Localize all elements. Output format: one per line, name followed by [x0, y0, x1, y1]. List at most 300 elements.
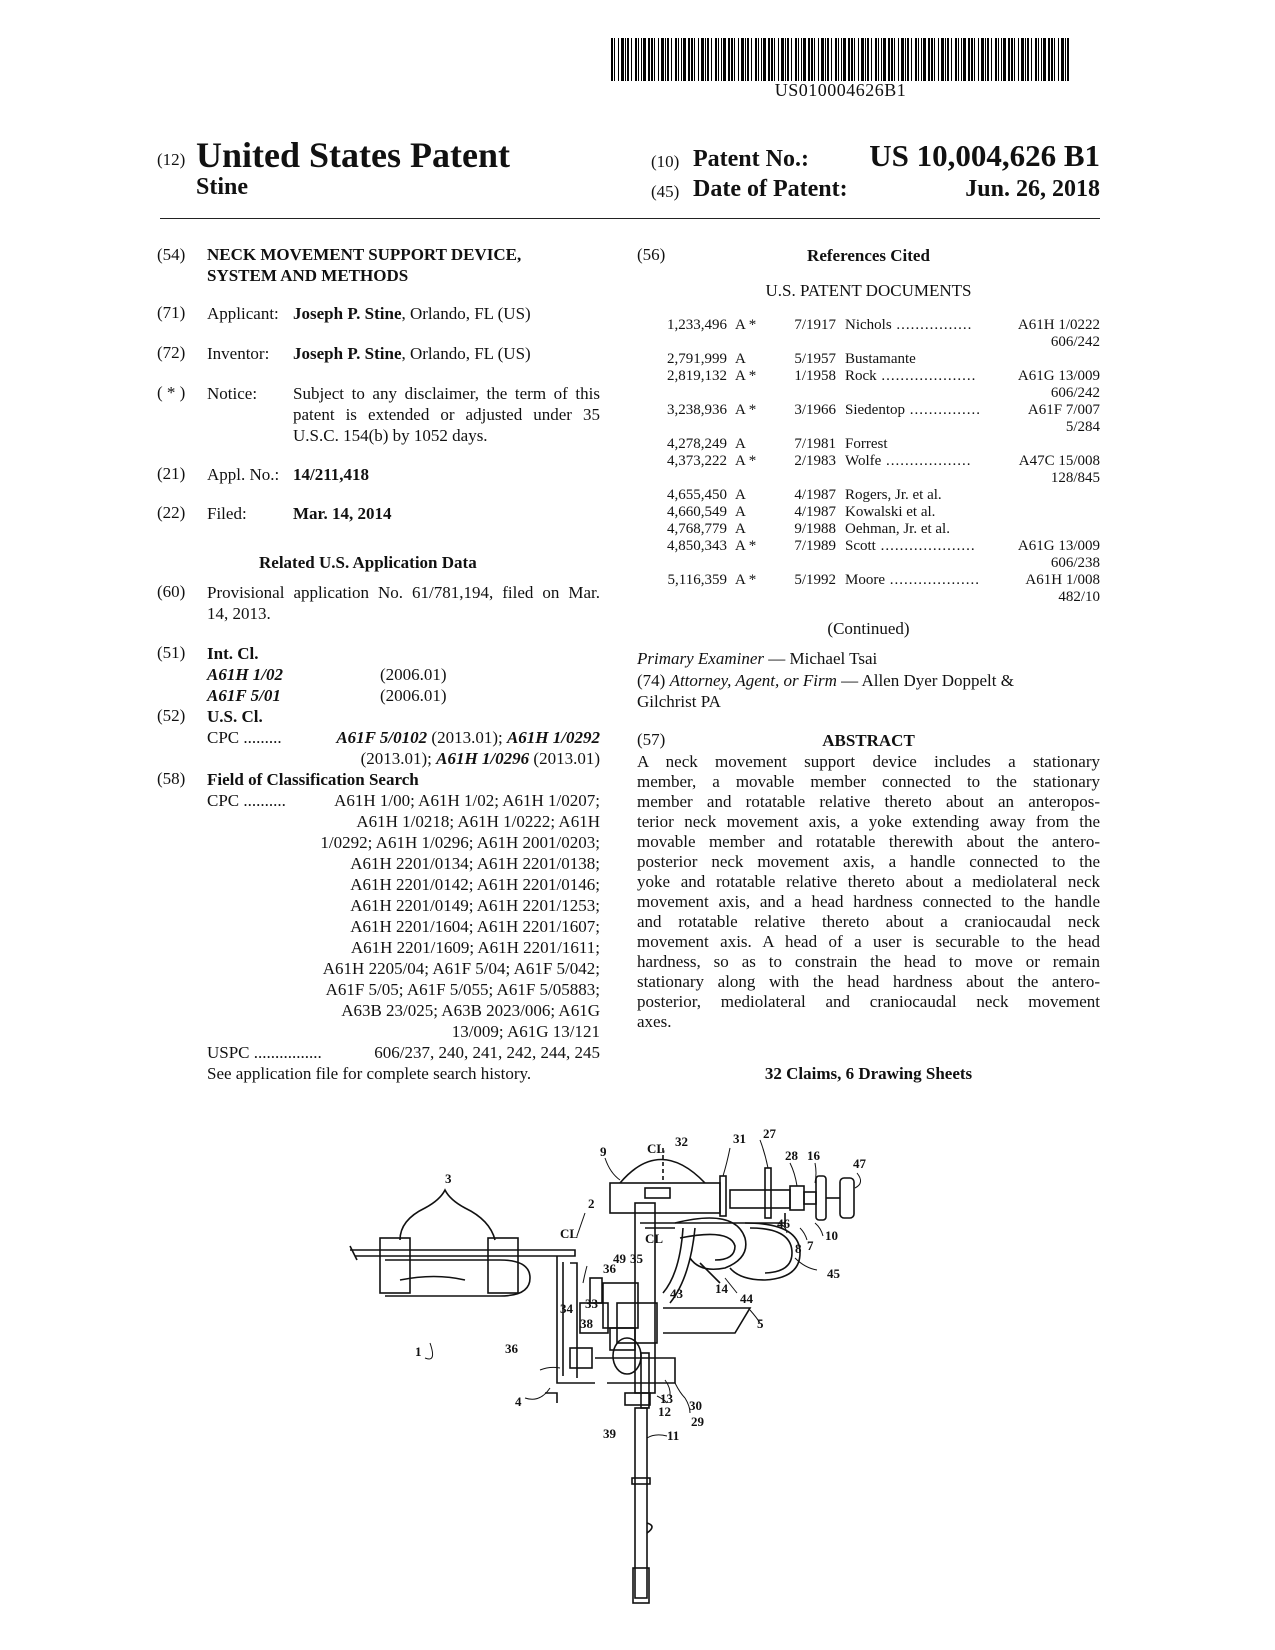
barcode-bar [1043, 38, 1046, 81]
cpc-search-line: A63B 23/025; A63B 2023/006; A61G [341, 1001, 600, 1020]
barcode-bar [1021, 38, 1024, 81]
abstract-line: posterior, mediolateral and craniocaudal neck movement [637, 992, 1100, 1011]
us-cl-class-3: A61H 1/0296 [436, 749, 530, 768]
barcode-bar [658, 38, 659, 81]
barcode-bar [778, 38, 779, 81]
reference-class: A61H 1/0222 [1017, 317, 1100, 333]
inventor-value [293, 343, 531, 364]
us-cl-label: U.S. Cl. [207, 707, 263, 726]
barcode-bar [915, 38, 917, 81]
int-cl-class-1: A61H 1/02 [207, 665, 284, 684]
barcode-bar [898, 38, 899, 81]
reference-numeral: 49 [613, 1251, 626, 1266]
field-search-cpc-list [290, 790, 600, 1042]
provisional-line1: Provisional application No. 61/781,194, filed on Mar. [207, 583, 600, 602]
code-57: (57) [637, 730, 666, 749]
cpc-search-line: A61H 2201/0134; A61H 2201/0138; [350, 854, 600, 873]
reference-name: Bustamante [845, 351, 916, 367]
reference-numeral: 1 [415, 1344, 422, 1359]
reference-numeral: 45 [827, 1266, 840, 1281]
patent-type-title: United States Patent [196, 135, 510, 175]
filed-value: Mar. 14, 2014 [293, 504, 392, 523]
code-10: (10) [651, 152, 680, 171]
barcode-bar [1067, 38, 1069, 81]
reference-numeral: 38 [580, 1316, 593, 1331]
abstract-line: hardness, so as to constrain the head to move or remain [637, 952, 1100, 971]
barcode-bar [1058, 38, 1059, 81]
reference-class: A61F 7/007 [1027, 402, 1100, 418]
abstract-line: A neck movement support device includes a stationary [637, 752, 1100, 771]
barcode-bar [705, 38, 706, 81]
cpc-search-line: A61H 1/0218; A61H 1/0222; A61H [356, 812, 600, 831]
references-list [632, 317, 1100, 617]
barcode-bar [651, 38, 653, 81]
barcode-bar [1048, 38, 1050, 81]
abstract-line: yoke and rotatable relative thereto about a mediolateral neck [637, 872, 1100, 891]
code-22: (22) [157, 503, 186, 522]
int-cl-class-2: A61F 5/01 [207, 686, 281, 705]
reference-dots: .................. [881, 453, 972, 469]
reference-numeral: 32 [675, 1134, 688, 1149]
barcode-bar [798, 38, 799, 81]
applicant-value [293, 303, 531, 324]
reference-date: 7/1917 [794, 317, 836, 333]
reference-numeral: 27 [763, 1128, 776, 1141]
barcode-bar [971, 38, 973, 81]
reference-numeral: 29 [691, 1414, 704, 1429]
barcode-bar [851, 38, 853, 81]
reference-number: 1,233,496 [667, 317, 727, 333]
date-label: Date of Patent: [693, 176, 848, 202]
code-52: (52) [157, 706, 186, 725]
reference-date: 7/1981 [794, 436, 836, 452]
reference-numeral: 5 [757, 1316, 764, 1331]
barcode-bar [923, 38, 926, 81]
barcode-bar [1031, 38, 1032, 81]
barcode-bar [683, 38, 686, 81]
applicant-label: Applicant: [207, 304, 279, 323]
us-cl-year-1: (2013.01); [427, 728, 507, 747]
barcode-bar [688, 38, 690, 81]
barcode-bar [907, 38, 909, 81]
reference-name: Moore ................... [845, 572, 980, 588]
reference-subclass-row [632, 470, 1100, 487]
barcode-bar [901, 38, 904, 81]
barcode-bar [835, 38, 837, 81]
inventor-surname: Stine [196, 174, 249, 200]
reference-name: Wolfe .................. [845, 453, 972, 469]
notice-line3: U.S.C. 154(b) by 1052 days. [293, 426, 488, 445]
barcode-bar [721, 38, 722, 81]
barcode-bar [998, 38, 999, 81]
reference-row [632, 402, 1100, 419]
claims-count: 32 Claims, 6 Drawing Sheets [764, 1064, 973, 1083]
barcode-bar [981, 38, 984, 81]
reference-subclass-row [632, 589, 1100, 606]
barcode-bar [1003, 38, 1006, 81]
abstract-line: and rotatable relative thereto about a craniocaudal neck [637, 912, 1100, 931]
reference-kind: A * [735, 453, 757, 469]
reference-kind: A * [735, 538, 757, 554]
barcode-bar [1065, 38, 1066, 81]
reference-numeral: 4 [515, 1394, 522, 1409]
reference-numeral: 34 [560, 1301, 573, 1316]
barcode-bar [758, 38, 759, 81]
barcode-bar [1001, 38, 1002, 81]
reference-row [632, 351, 1100, 368]
centerline-label: CL [560, 1226, 579, 1241]
reference-numeral: 2 [588, 1196, 595, 1211]
reference-subclass: 482/10 [1058, 589, 1100, 605]
reference-date: 9/1988 [794, 521, 836, 537]
reference-numeral: 12 [658, 1404, 671, 1419]
reference-date: 3/1966 [794, 402, 836, 418]
barcode-bar [1014, 38, 1015, 81]
barcode-bar [871, 38, 872, 81]
code-51: (51) [157, 643, 186, 662]
reference-dots: .................... [875, 538, 976, 554]
reference-subclass-row [632, 385, 1100, 402]
reference-number: 5,116,359 [667, 572, 727, 588]
barcode-bar [755, 38, 757, 81]
patent-drawing [345, 1128, 915, 1608]
barcode-bar [991, 38, 992, 81]
barcode-bar [745, 38, 746, 81]
abstract-text [637, 752, 1100, 1032]
barcode-bar [771, 38, 773, 81]
barcode-bar [985, 38, 986, 81]
barcode-bar [738, 38, 739, 81]
reference-date: 7/1989 [794, 538, 836, 554]
applicant-name: Joseph P. Stine [293, 304, 402, 323]
notice-line2: patent is extended or adjusted under 35 [293, 405, 600, 424]
reference-subclass-row [632, 334, 1100, 351]
abstract-line: posterior neck movement axis, a handle connected to the [637, 852, 1100, 871]
reference-date: 4/1987 [794, 487, 836, 503]
code-54: (54) [157, 245, 186, 264]
reference-subclass-row [632, 419, 1100, 436]
barcode-bar [963, 38, 966, 81]
abstract-line: terior neck movement axis, a yoke extending away from the [637, 812, 1100, 831]
examiner-name: — Michael Tsai [764, 649, 878, 668]
barcode-bar [774, 38, 775, 81]
barcode-bar [631, 38, 632, 81]
attorney-line [637, 670, 1014, 691]
reference-row [632, 572, 1100, 589]
barcode-bar [694, 38, 695, 81]
reference-kind: A [735, 487, 746, 503]
code-56: (56) [637, 245, 666, 264]
barcode-bar [861, 38, 864, 81]
barcode-bar [808, 38, 810, 81]
reference-row [632, 317, 1100, 334]
barcode-bar [643, 38, 646, 81]
code-72: (72) [157, 343, 186, 362]
abstract-label: ABSTRACT [822, 731, 915, 750]
barcode-bar [1008, 38, 1010, 81]
reference-name: Kowalski et al. [845, 504, 936, 520]
barcode-bar [881, 38, 882, 81]
barcode-bar [635, 38, 637, 81]
barcode-bar [961, 38, 962, 81]
reference-numeral: 39 [603, 1426, 616, 1441]
reference-kind: A * [735, 402, 757, 418]
provisional-line2: 14, 2013. [207, 604, 271, 623]
code-12: (12) [157, 150, 186, 169]
reference-numeral: 11 [667, 1428, 680, 1443]
us-cl-line1 [336, 727, 600, 748]
code-45: (45) [651, 182, 680, 201]
barcode-bar [707, 38, 709, 81]
barcode-bar [938, 38, 939, 81]
reference-name: Scott .................... [845, 538, 976, 554]
reference-class: A61G 13/009 [1017, 538, 1100, 554]
reference-date: 4/1987 [794, 504, 836, 520]
reference-kind: A [735, 351, 746, 367]
reference-numeral: 8 [795, 1241, 802, 1256]
attorney-name-1: — Allen Dyer Doppelt & [836, 671, 1014, 690]
barcode-bar [958, 38, 959, 81]
invention-title-line1: NECK MOVEMENT SUPPORT DEVICE, [207, 245, 522, 264]
examiner-label: Primary Examiner [637, 649, 765, 668]
barcode-bar [974, 38, 975, 81]
reference-numeral: 44 [740, 1291, 753, 1306]
barcode-bar [1018, 38, 1019, 81]
reference-numeral: 28 [785, 1148, 798, 1163]
barcode-bar [667, 38, 669, 81]
barcode-bar [891, 38, 893, 81]
barcode-bar [934, 38, 935, 81]
reference-numeral: 10 [825, 1228, 838, 1243]
cpc-search-line: A61H 2201/1604; A61H 2201/1607; [350, 917, 600, 936]
barcode-bar [648, 38, 650, 81]
barcode-bar [1041, 38, 1042, 81]
barcode-bar [995, 38, 997, 81]
barcode-bar [734, 38, 735, 81]
barcode-bar [661, 38, 664, 81]
barcode-bar [843, 38, 846, 81]
barcode-bar [803, 38, 806, 81]
reference-numeral: 30 [689, 1398, 702, 1413]
reference-dots: .................... [876, 368, 977, 384]
barcode-bar [801, 38, 802, 81]
barcode-bar [768, 38, 770, 81]
barcode-bar [987, 38, 989, 81]
field-search-cpc-label: CPC .......... [207, 791, 286, 810]
examiner-line [637, 648, 877, 669]
cpc-search-line: A61H 2201/0149; A61H 2201/1253; [350, 896, 600, 915]
int-cl-version-1: (2006.01) [380, 665, 447, 684]
code-58: (58) [157, 769, 186, 788]
barcode-bar [625, 38, 626, 81]
abstract-line: axes. [637, 1012, 672, 1031]
barcode-bar [894, 38, 895, 81]
barcode-bar [883, 38, 886, 81]
barcode-bar [951, 38, 952, 81]
reference-subclass: 606/242 [1050, 334, 1100, 350]
reference-number: 4,655,450 [667, 487, 727, 503]
barcode-bar [618, 38, 619, 81]
barcode-bar [945, 38, 946, 81]
barcode-bar [811, 38, 813, 81]
barcode-bar [614, 38, 615, 81]
us-cl-class-1: A61F 5/0102 [336, 728, 428, 747]
barcode-bar [741, 38, 744, 81]
code-74: (74) [637, 671, 666, 690]
inventor-label: Inventor: [207, 344, 270, 363]
barcode-bar [955, 38, 957, 81]
abstract-line: movable member and rotatable therewith about the antero- [637, 832, 1100, 851]
barcode-bar [867, 38, 869, 81]
cpc-search-line: A61H 2201/1609; A61H 2201/1611; [350, 938, 600, 957]
invention-title-line2: SYSTEM AND METHODS [207, 266, 409, 285]
barcode-bar [931, 38, 933, 81]
cpc-search-line: A61F 5/05; A61F 5/055; A61F 5/05883; [325, 980, 600, 999]
reference-date: 1/1958 [794, 368, 836, 384]
barcode-bar [1061, 38, 1064, 81]
barcode-bar [711, 38, 712, 81]
cpc-search-line: A61H 2205/04; A61F 5/04; A61F 5/042; [322, 959, 600, 978]
reference-number: 4,373,222 [667, 453, 727, 469]
patent-no-label: Patent No.: [693, 146, 809, 172]
barcode-bar [911, 38, 912, 81]
inventor-name: Joseph P. Stine [293, 344, 402, 363]
code-21: (21) [157, 464, 186, 483]
reference-number: 2,819,132 [667, 368, 727, 384]
related-data-heading: Related U.S. Application Data [259, 553, 477, 572]
barcode-bar [791, 38, 792, 81]
cpc-search-line: 1/0292; A61H 1/0296; A61H 2001/0203; [320, 833, 600, 852]
barcode-bar [827, 38, 829, 81]
reference-numeral: 36 [603, 1261, 616, 1276]
barcode-bar [968, 38, 970, 81]
applicant-location: , Orlando, FL (US) [401, 304, 531, 323]
barcode-bar [728, 38, 730, 81]
reference-name: Siedentop ............... [845, 402, 981, 418]
barcode-bar [831, 38, 832, 81]
reference-kind: A [735, 504, 746, 520]
reference-row [632, 521, 1100, 538]
reference-numeral: 43 [670, 1286, 683, 1301]
patent-date: Jun. 26, 2018 [965, 176, 1100, 202]
barcode-bar [814, 38, 815, 81]
abstract-line: movement axis, and a head hardness connected to the handle [637, 892, 1100, 911]
barcode-bar [627, 38, 629, 81]
field-search-label: Field of Classification Search [207, 770, 419, 789]
uspc-value: 606/237, 240, 241, 242, 244, 245 [374, 1043, 600, 1062]
reference-numeral: 14 [715, 1281, 728, 1296]
reference-row [632, 436, 1100, 453]
reference-numeral: 47 [853, 1156, 866, 1171]
us-cl-class-2: A61H 1/0292 [506, 728, 600, 747]
reference-number: 4,850,343 [667, 538, 727, 554]
barcode-bar [825, 38, 826, 81]
reference-row [632, 487, 1100, 504]
barcode-bar [941, 38, 944, 81]
reference-row [632, 453, 1100, 470]
notice-line1: Subject to any disclaimer, the term of this [293, 384, 600, 403]
reference-class: A61G 13/009 [1017, 368, 1100, 384]
us-cl-cpc-label: CPC ......... [207, 728, 282, 747]
reference-dots: ................ [891, 317, 973, 333]
barcode-bar [731, 38, 733, 81]
abstract-line: movement axis. A head of a user is securable to the head [637, 932, 1100, 951]
reference-subclass: 606/238 [1050, 555, 1100, 571]
barcode-bar [928, 38, 930, 81]
barcode-bar [921, 38, 922, 81]
appl-no-label: Appl. No.: [207, 465, 280, 484]
inventor-location: , Orlando, FL (US) [401, 344, 531, 363]
barcode-bar [854, 38, 855, 81]
reference-date: 5/1957 [794, 351, 836, 367]
centerline-label: CL [647, 1141, 666, 1156]
reference-kind: A * [735, 317, 757, 333]
cpc-search-line: A61H 2201/0142; A61H 2201/0146; [350, 875, 600, 894]
barcode-bar [865, 38, 866, 81]
barcode-bar [818, 38, 819, 81]
barcode-bar [723, 38, 726, 81]
abstract-line: member and rotatable relative thereto about an anteropos- [637, 792, 1100, 811]
reference-name: Oehman, Jr. et al. [845, 521, 950, 537]
attorney-label: Attorney, Agent, or Firm [669, 671, 837, 690]
reference-numeral: 3 [445, 1171, 452, 1186]
reference-kind: A [735, 436, 746, 452]
reference-class: A47C 15/008 [1018, 453, 1100, 469]
attorney-name-2: Gilchrist PA [637, 692, 721, 711]
barcode-bar [701, 38, 704, 81]
filed-label: Filed: [207, 504, 247, 523]
centerline-label: CL [645, 1231, 664, 1246]
abstract-line: member, a movable member connected to the stationary [637, 772, 1100, 791]
reference-kind: A [735, 521, 746, 537]
barcode-bar [918, 38, 919, 81]
code-60: (60) [157, 582, 186, 601]
barcode-bar [715, 38, 717, 81]
appl-no-value: 14/211,418 [293, 465, 370, 484]
reference-number: 2,791,999 [667, 351, 727, 367]
reference-date: 5/1992 [794, 572, 836, 588]
barcode-bar [1027, 38, 1029, 81]
int-cl-label: Int. Cl. [207, 644, 259, 663]
barcode-bar [751, 38, 752, 81]
reference-subclass: 606/242 [1050, 385, 1100, 401]
reference-row [632, 504, 1100, 521]
reference-row [632, 368, 1100, 385]
reference-numeral: 16 [807, 1148, 820, 1163]
cpc-search-line: 13/009; A61G 13/121 [451, 1022, 600, 1041]
barcode-bar [848, 38, 850, 81]
references-cited-label: References Cited [807, 246, 930, 265]
barcode-bar [878, 38, 879, 81]
barcode-bar [1038, 38, 1039, 81]
barcode-number: US010004626B1 [774, 80, 907, 100]
barcode-bar [787, 38, 789, 81]
barcode-bar [905, 38, 906, 81]
reference-number: 3,238,936 [667, 402, 727, 418]
reference-numeral: 7 [807, 1238, 814, 1253]
barcode-bar [747, 38, 749, 81]
reference-subclass: 128/845 [1050, 470, 1100, 486]
reference-number: 4,768,779 [667, 521, 727, 537]
reference-dots: ............... [905, 402, 981, 418]
barcode-bar [761, 38, 762, 81]
reference-date: 2/1983 [794, 453, 836, 469]
barcode-bar [678, 38, 679, 81]
notice-label: Notice: [207, 384, 258, 403]
code-71: (71) [157, 303, 186, 322]
reference-numeral: 13 [660, 1391, 673, 1406]
reference-name: Rock .................... [845, 368, 977, 384]
